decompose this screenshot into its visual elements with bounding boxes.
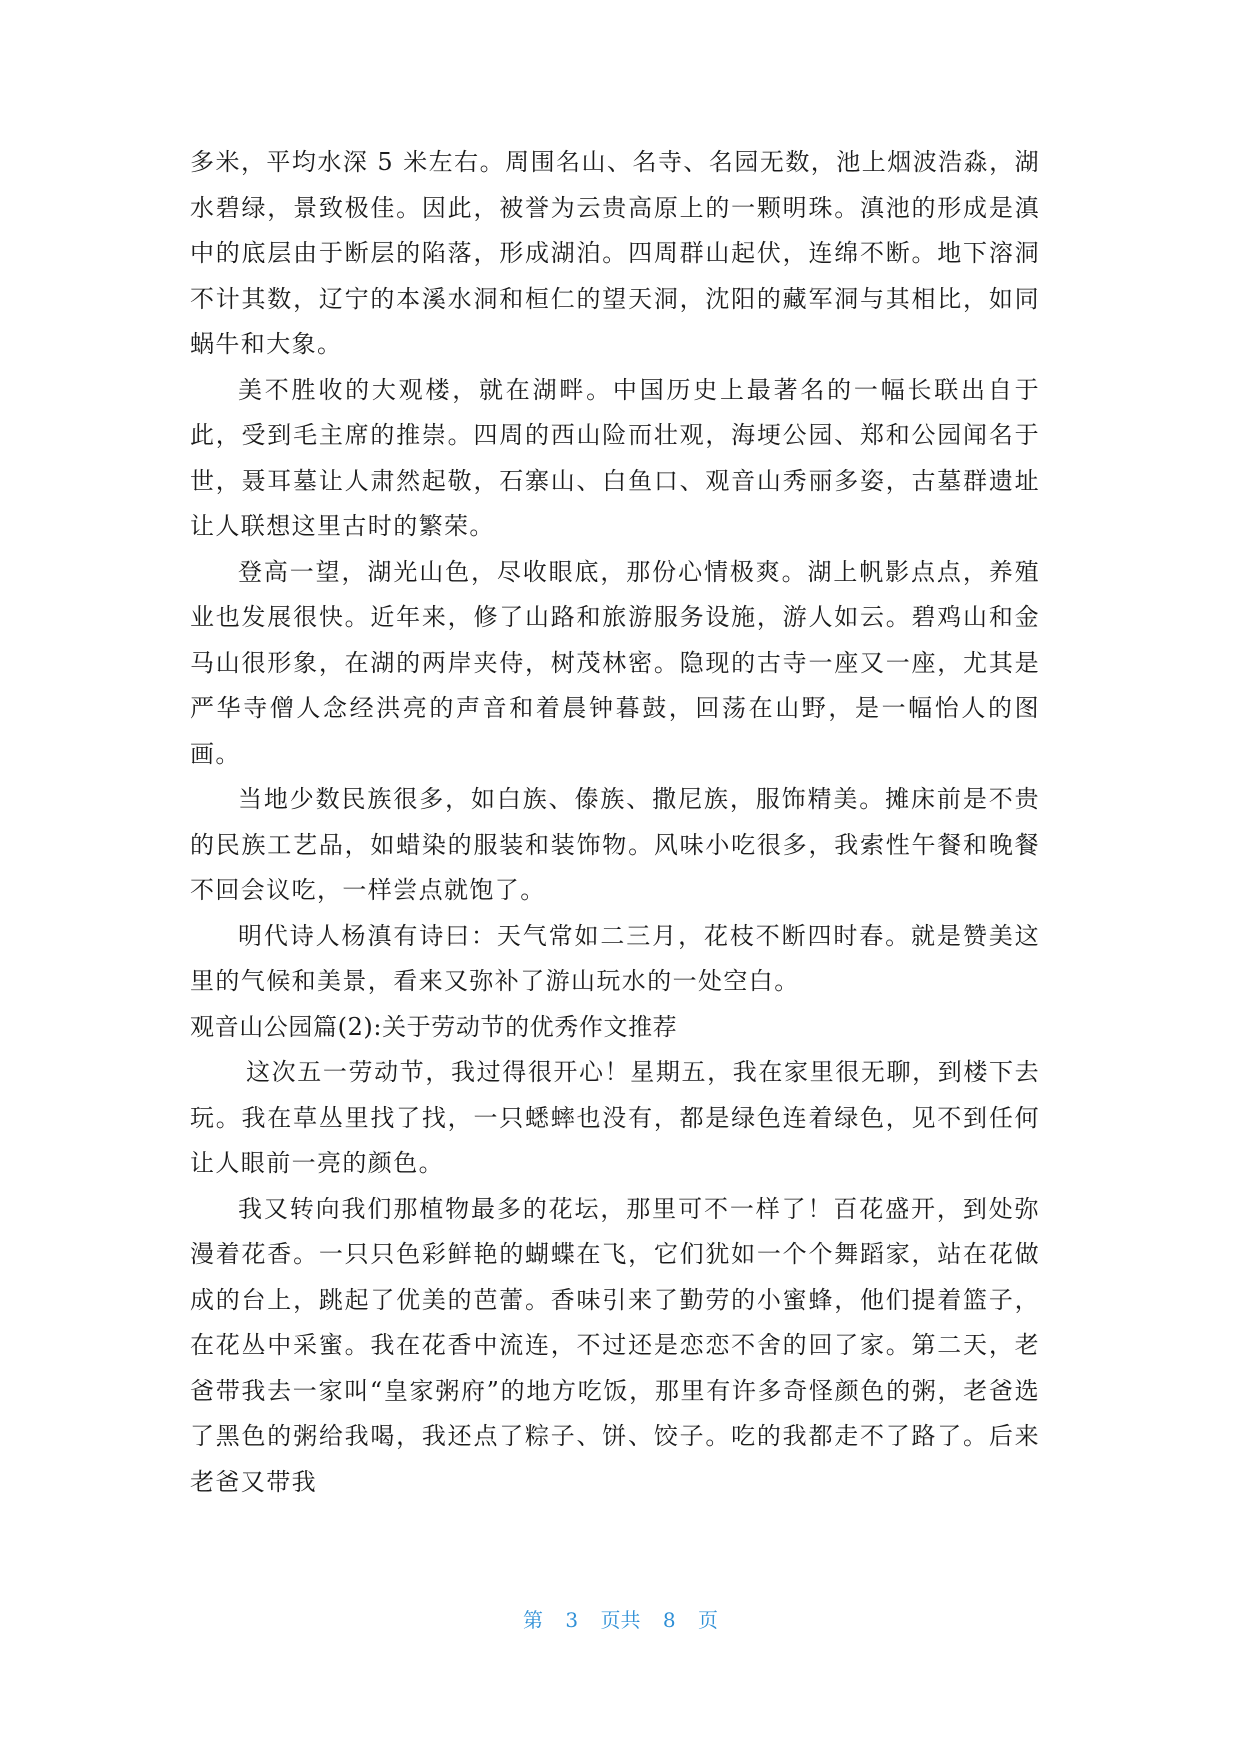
paragraph-view: 登高一望，湖光山色，尽收眼底，那份心情极爽。湖上帆影点点，养殖业也发展很快。近年来，修了山路和旅游服务设施，游人如云。碧鸡山和金马山很形象，在湖的两岸夹侍，树茂林密。隐现的古寺一座又一座，尤其是严华寺僧人念经洪亮的声音和着晨钟暮鼓，回荡在山野，是一幅怡人的图画。: [190, 557, 1040, 768]
body-text: [190, 140, 1040, 1505]
paragraph-labor-day: 这次五一劳动节，我过得很开心！星期五，我在家里很无聊，到楼下去玩。我在草丛里找了找，一只蟋蟀也没有，都是绿色连着绿色，见不到任何让人眼前一亮的颜色。: [190, 1058, 1040, 1177]
paragraph-ethnic: 当地少数民族很多，如白族、傣族、撒尼族，服饰精美。摊床前是不贵的民族工艺品，如蜡染的服装和装饰物。风味小吃很多，我索性午餐和晚餐不回会议吃，一样尝点就饱了。: [190, 785, 1040, 904]
footer-suffix: 页: [697, 1608, 718, 1632]
footer-current-page: 3: [565, 1608, 579, 1632]
paragraph-daguanlou: 美不胜收的大观楼，就在湖畔。中国历史上最著名的一幅长联出自于此，受到毛主席的推崇。四周的西山险而壮观，海埂公园、郑和公园闻名于世，聂耳墓让人肃然起敬，石寨山、白鱼口、观音山秀丽多姿，古墓群遗址让人联想这里古时的繁荣。: [190, 375, 1040, 540]
footer-middle: 页共: [600, 1608, 641, 1632]
paragraph-poem: 明代诗人杨滇有诗曰：天气常如二三月，花枝不断四时春。就是赞美这里的气候和美景，看来又弥补了游山玩水的一处空白。: [190, 921, 1040, 995]
section-heading: 观音山公园篇(2):关于劳动节的优秀作文推荐: [190, 1012, 678, 1041]
paragraph-flowerbed: 我又转向我们那植物最多的花坛，那里可不一样了！百花盛开，到处弥漫着花香。一只只色彩鲜艳的蝴蝶在飞，它们犹如一个个舞蹈家，站在花做成的台上，跳起了优美的芭蕾。香味引来了勤劳的小蜜蜂，他们提着篮子，在花丛中采蜜。我在花香中流连，不过还是恋恋不舍的回了家。第二天，老爸带我去一家叫“皇家粥府”的地方吃饭，那里有许多奇怪颜色的粥，老爸选了黑色的粥给我喝，我还点了粽子、饼、饺子。吃的我都走不了路了。后来老爸又带我: [190, 1194, 1040, 1496]
footer-total-pages: 8: [662, 1608, 676, 1632]
page-footer: [0, 1604, 1241, 1633]
footer-prefix: 第: [523, 1608, 544, 1632]
paragraph-continued: 多米，平均水深 5 米左右。周围名山、名寺、名园无数，池上烟波浩淼，湖水碧绿，景致极佳。因此，被誉为云贵高原上的一颗明珠。滇池的形成是滇中的底层由于断层的陷落，形成湖泊。四周群山起伏，连绵不断。地下溶洞不计其数，辽宁的本溪水洞和桓仁的望天洞，沈阳的藏军洞与其相比，如同蜗牛和大象。: [190, 148, 1040, 358]
